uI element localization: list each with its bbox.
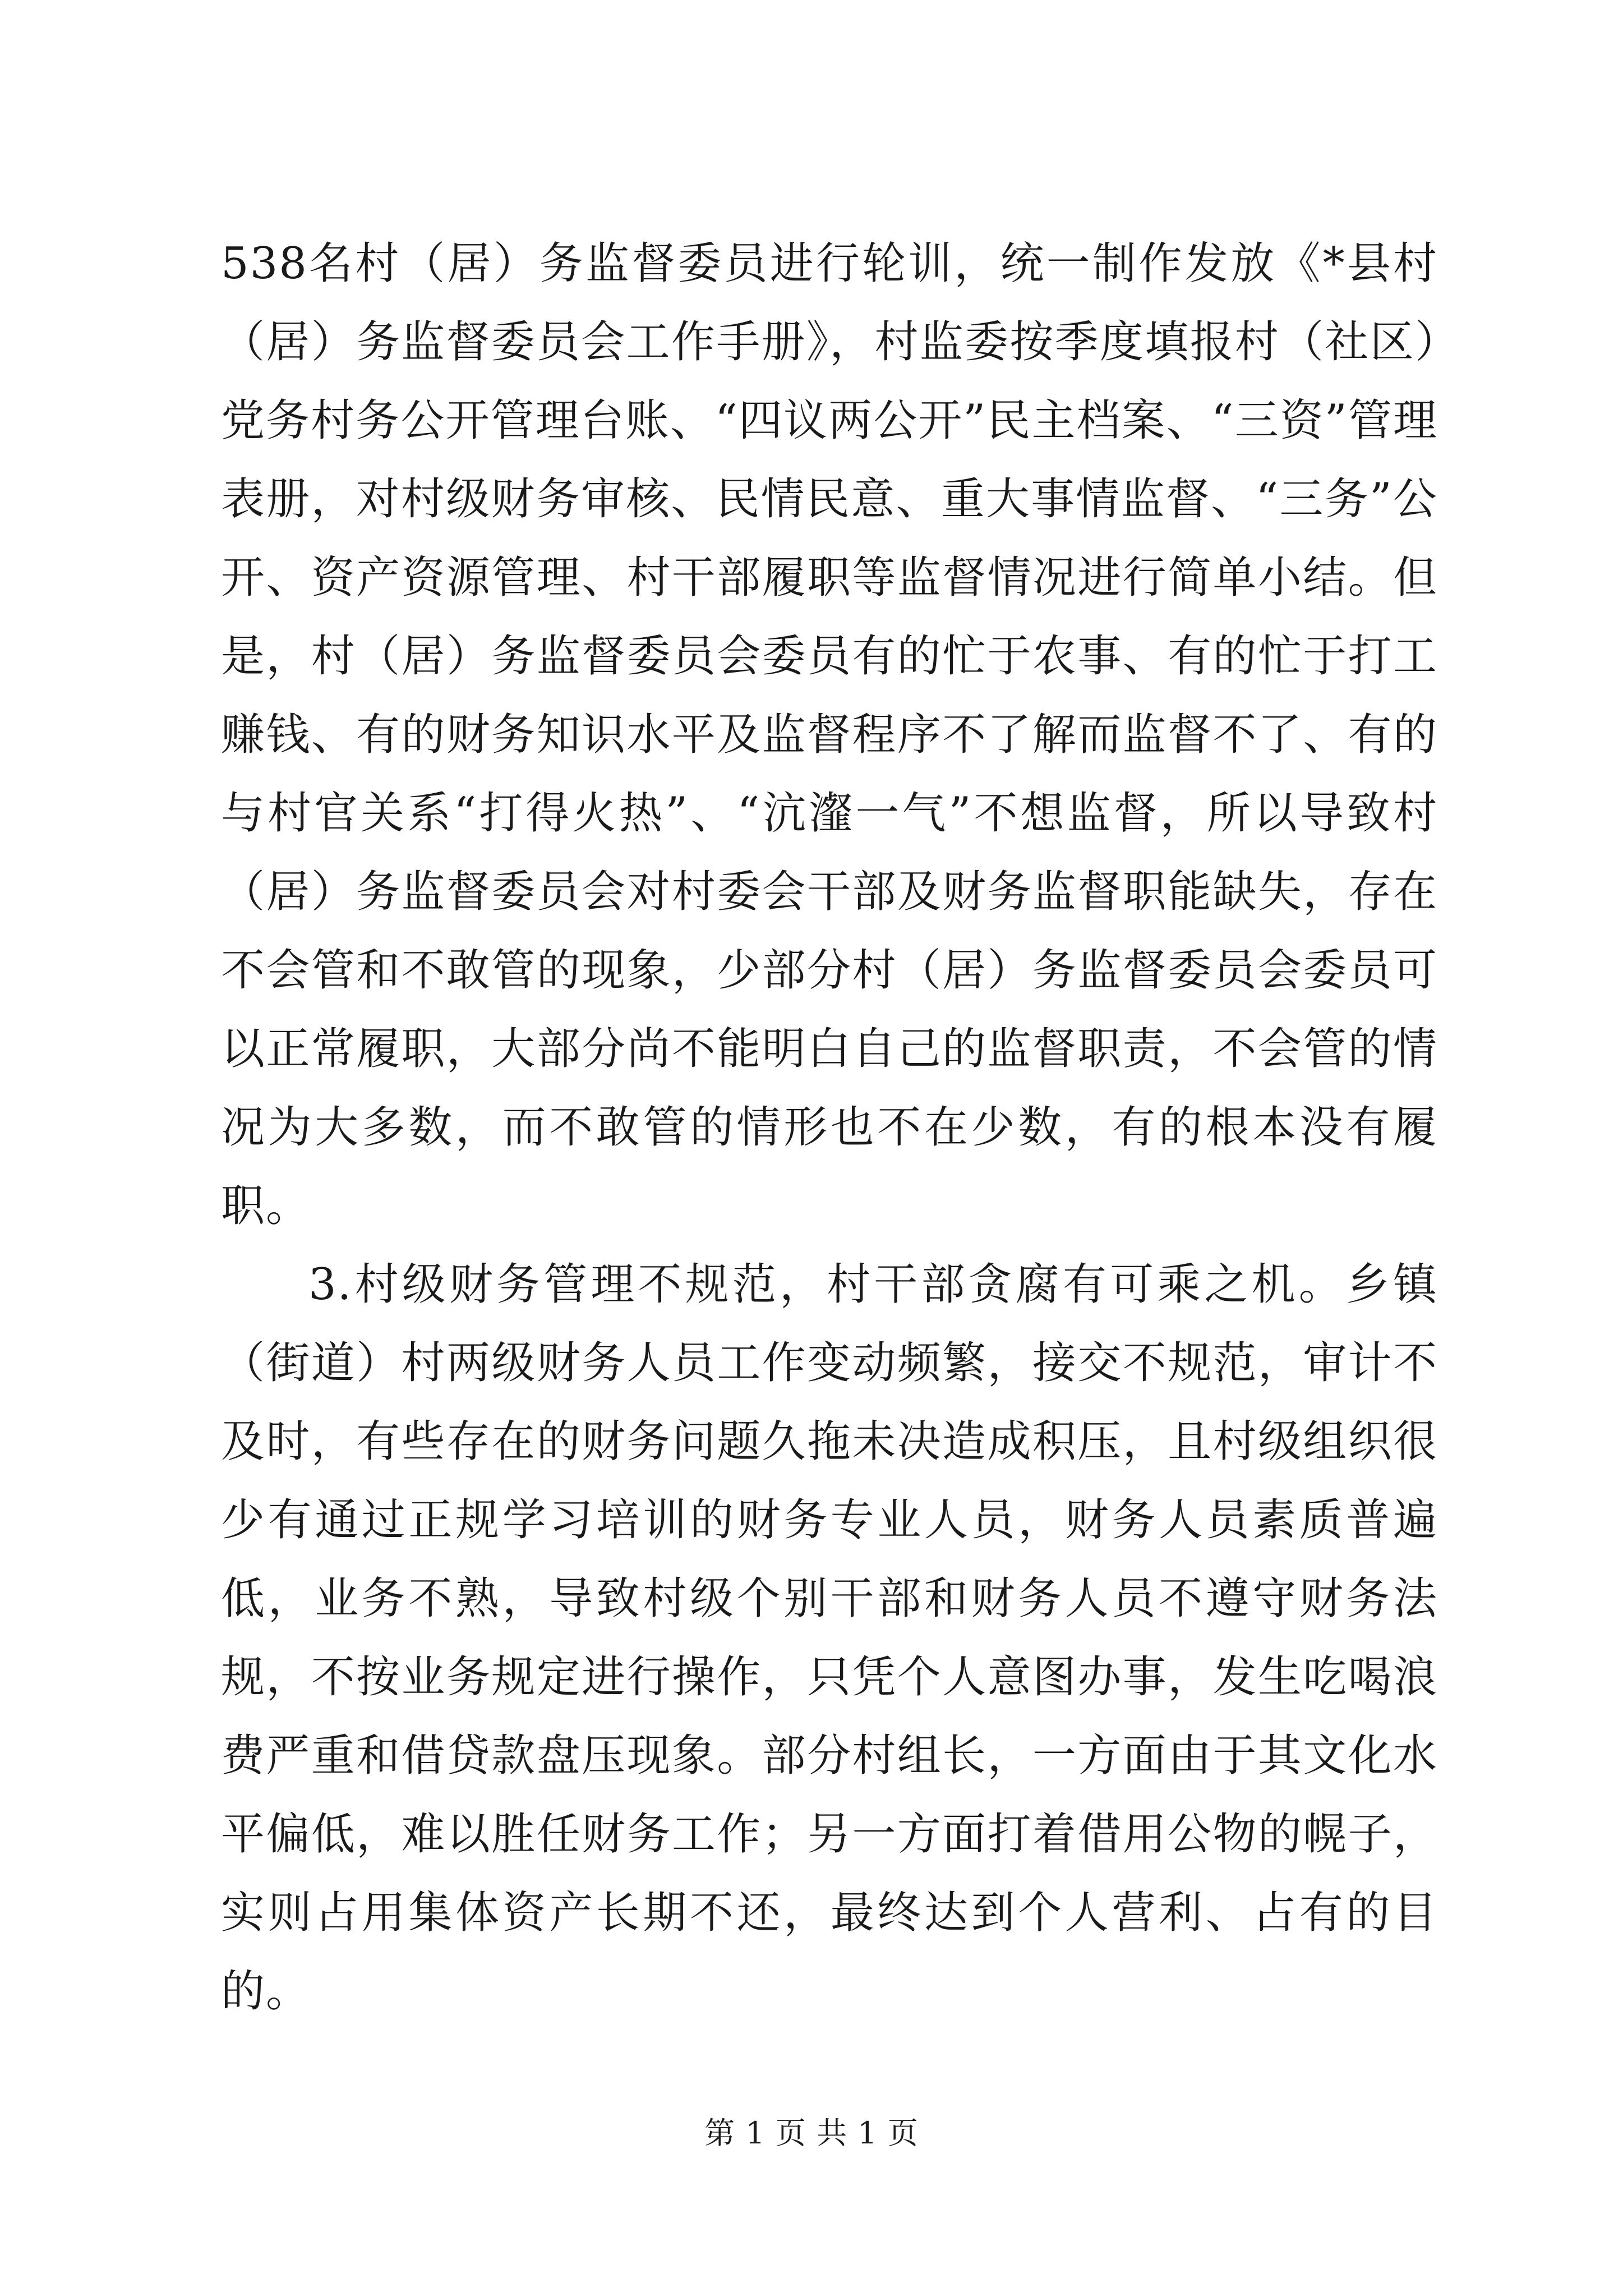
document-body bbox=[221, 224, 1438, 2031]
paragraph-item-3: 3.村级财务管理不规范，村干部贪腐有可乘之机。乡镇（街道）村两级财务人员工作变动频繁，接交不规范，审计不及时，有些存在的财务问题久拖未决造成积压，且村级组织很少有通过正规学习培训的财务专业人员，财务人员素质普遍低，业务不熟，导致村级个别干部和财务人员不遵守财务法规，不按业务规定进行操作，只凭个人意图办事，发生吃喝浪费严重和借贷款盘压现象。部分村组长，一方面由于其文化水平偏低，难以胜任财务工作；另一方面打着借用公物的幌子，实则占用集体资产长期不还，最终达到个人营利、占有的目的。 bbox=[221, 1259, 1438, 2017]
paragraph-continued: 538名村（居）务监督委员进行轮训，统一制作发放《*县村（居）务监督委员会工作手册》，村监委按季度填报村（社区）党务村务公开管理台账、“四议两公开”民主档案、“三资”管理表册，对村级财务审核、民情民意、重大事情监督、“三务”公开、资产资源管理、村干部履职等监督情况进行简单小结。但是，村（居）务监督委员会委员有的忙于农事、有的忙于打工赚钱、有的财务知识水平及监督程序不了解而监督不了、有的与村官关系“打得火热”、“沆瀣一气”不想监督，所以导致村（居）务监督委员会对村委会干部及财务监督职能缺失，存在不会管和不敢管的现象，少部分村（居）务监督委员会委员可以正常履职，大部分尚不能明白自己的监督职责，不会管的情况为大多数，而不敢管的情形也不在少数，有的根本没有履职。 bbox=[221, 238, 1438, 1231]
page-footer: 第 1 页 共 1 页 bbox=[704, 2115, 919, 2151]
